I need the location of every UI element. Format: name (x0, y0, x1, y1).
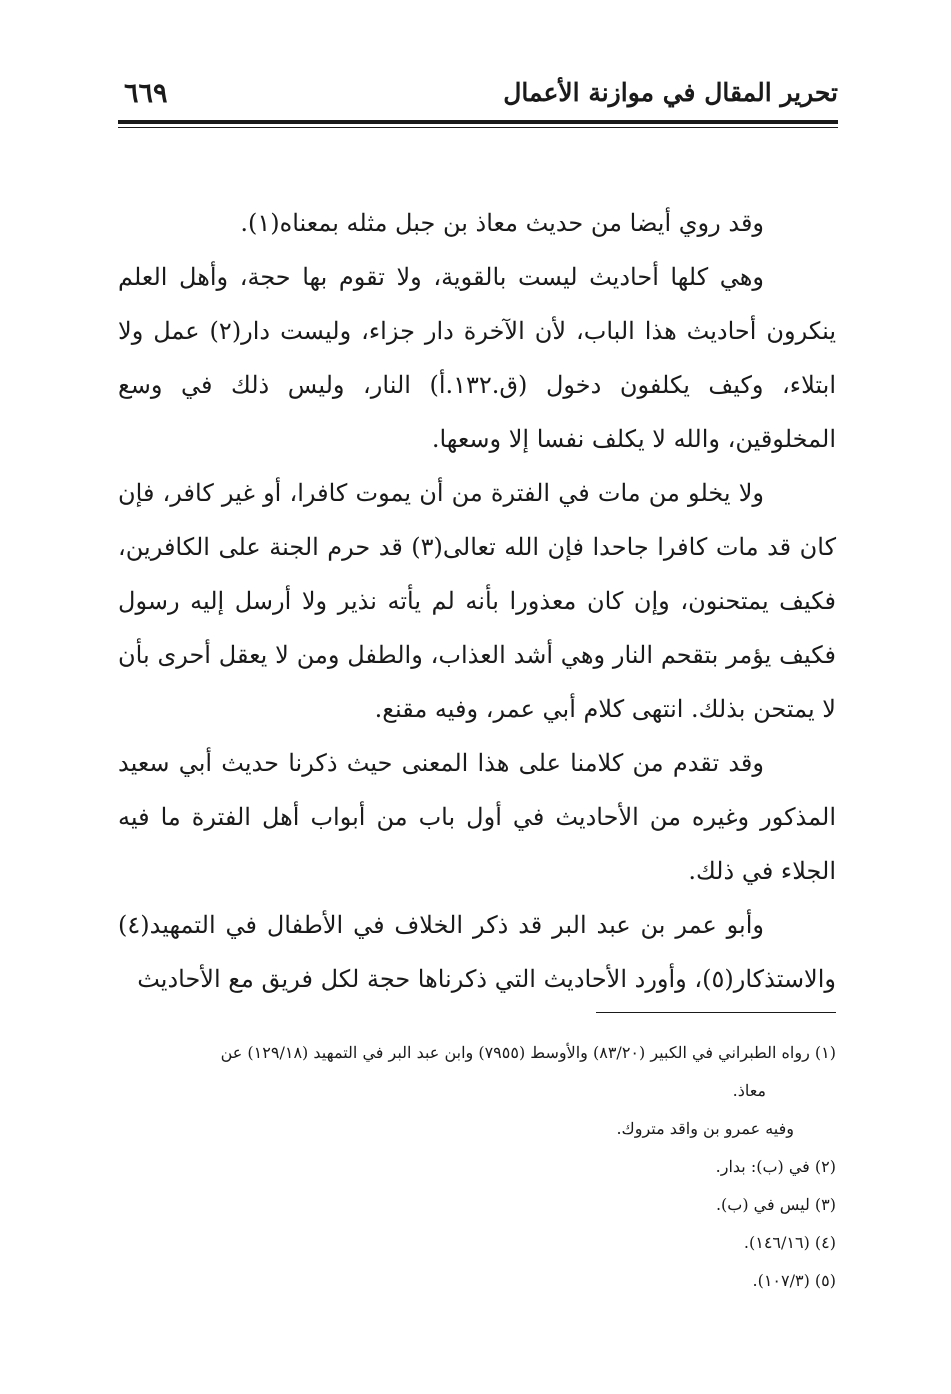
main-text (118, 196, 836, 1006)
footnote-1-continuation: معاذ. (732, 1081, 766, 1100)
footnote-separator (596, 1012, 836, 1013)
page-number: ٦٦٩ (124, 78, 168, 109)
paragraph-1: وقد روي أيضا من حديث معاذ بن جبل مثله بمعناه(١). (240, 209, 764, 237)
header-rule-thin (118, 127, 838, 128)
footnote-4: (٤) (١٤٦/١٦). (743, 1233, 836, 1252)
paragraph-3: ولا يخلو من مات في الفترة من أن يموت كافرا، أو غير كافر، فإن كان قد مات كافرا جاحدا فإن الله تعالى(٣) قد حرم الجنة على الكافرين، فكيف يمتحنون، وإن كان معذورا بأنه لم يأته نذير ولا أرسل إليه رسول فكيف يؤمر بتقحم النار وهي أشد العذاب، والطفل ومن لا يعقل أحرى بأن لا يمتحن بذلك. انتهى كلام أبي عمر، وفيه مقنع. (118, 479, 836, 723)
paragraph-4: وقد تقدم من كلامنا على هذا المعنى حيث ذكرنا حديث أبي سعيد المذكور وغيره من الأحاديث في أول باب من أبواب أهل الفترة ما فيه الجلاء في ذلك. (118, 749, 836, 885)
footnote-3: (٣) ليس في (ب). (715, 1195, 836, 1214)
footnotes (118, 1034, 836, 1300)
footnote-2: (٢) في (ب): بدار. (715, 1157, 836, 1176)
page-header (118, 78, 838, 118)
paragraph-2: وهي كلها أحاديث ليست بالقوية، ولا تقوم بها حجة، وأهل العلم ينكرون أحاديث هذا الباب، لأن الآخرة دار جزاء، وليست دار(٢) عمل ولا ابتلاء، وكيف يكلفون دخول (ق.١٣٢.أ) النار، وليس ذلك في وسع المخلوقين، والله لا يكلف نفسا إلا وسعها. (118, 263, 837, 453)
footnote-5: (٥) (١٠٧/٣). (752, 1271, 836, 1290)
running-title: تحرير المقال في موازنة الأعمال (503, 78, 838, 107)
footnote-1-note: وفيه عمرو بن واقد متروك. (616, 1119, 794, 1138)
footnote-1: (١) رواه الطبراني في الكبير (٨٣/٢٠) والأوسط (٧٩٥٥) وابن عبد البر في التمهيد (١٢٩/١٨) عن (220, 1043, 836, 1062)
header-rule-thick (118, 120, 838, 124)
paragraph-5: وأبو عمر بن عبد البر قد ذكر الخلاف في الأطفال في التمهيد(٤) والاستذكار(٥)، وأورد الأحاديث التي ذكرناها حجة لكل فريق مع الأحاديث (118, 911, 836, 993)
